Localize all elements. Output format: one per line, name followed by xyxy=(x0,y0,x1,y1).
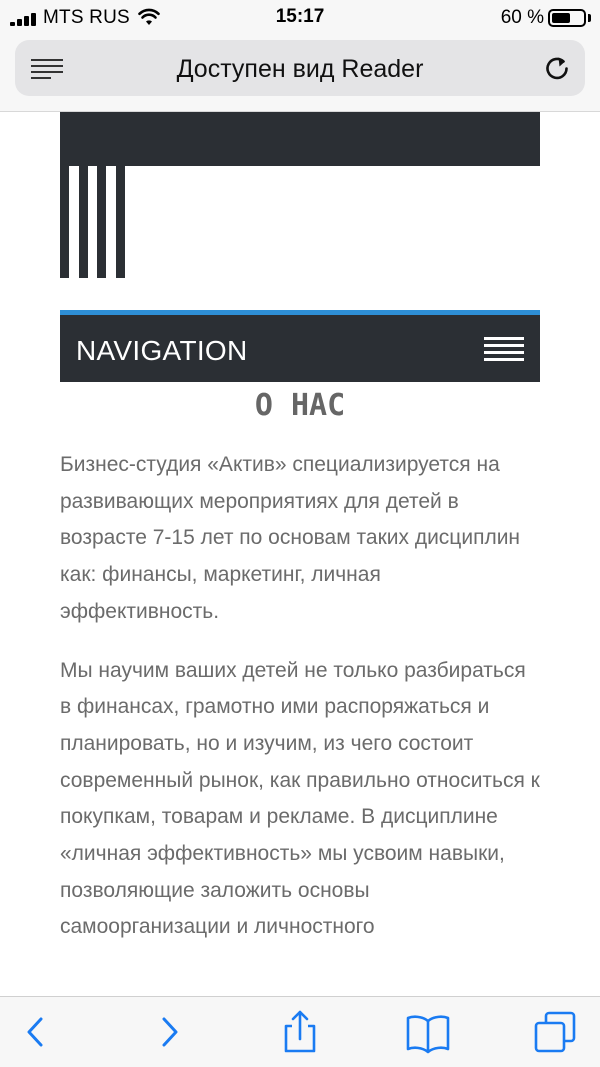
site-header-bar xyxy=(60,112,540,166)
navigation-bar xyxy=(60,310,540,382)
address-bar[interactable] xyxy=(15,40,585,96)
bookmarks-icon[interactable] xyxy=(403,1009,453,1055)
battery-level xyxy=(552,13,570,23)
tabs-icon[interactable] xyxy=(530,1009,580,1055)
reload-icon[interactable] xyxy=(543,54,571,82)
battery-icon xyxy=(548,9,586,27)
forward-icon[interactable] xyxy=(145,1009,195,1055)
clock: 15:17 xyxy=(275,6,325,27)
battery-cap xyxy=(588,14,591,22)
page-content xyxy=(60,447,540,987)
browser-address-area xyxy=(0,36,600,112)
navigation-label[interactable]: NAVIGATION xyxy=(76,335,248,366)
battery-percent: 60 % xyxy=(500,7,544,28)
share-icon[interactable] xyxy=(275,1009,325,1055)
browser-toolbar xyxy=(0,996,600,1067)
logo-stripes-icon[interactable] xyxy=(60,166,130,278)
carrier-name: MTS RUS xyxy=(43,7,130,28)
paragraph-intro: Бизнес-студия «Актив» специализируется на развивающих мероприятиях для детей в возрасте 7-15 лет по основам таких дисциплин как: финансы, маркетинг, личная эффективность. xyxy=(60,453,521,623)
reader-available-label[interactable]: Доступен вид Reader xyxy=(176,55,424,83)
status-bar xyxy=(0,0,600,36)
paragraph-skills: Мы научим ваших детей не только разбираться в финансах, грамотно ими распоряжаться и планировать, но и изучим, из чего состоит современный рынок, как правильно относиться к покупкам, товарам и рекламе. В дисциплине «личная эффективность» мы усвоим навыки, позволяющие заложить основы самоорганизации и личностного xyxy=(60,658,540,939)
back-icon[interactable] xyxy=(10,1009,60,1055)
page-title: О НАС xyxy=(254,388,346,423)
menu-icon[interactable] xyxy=(484,337,524,362)
